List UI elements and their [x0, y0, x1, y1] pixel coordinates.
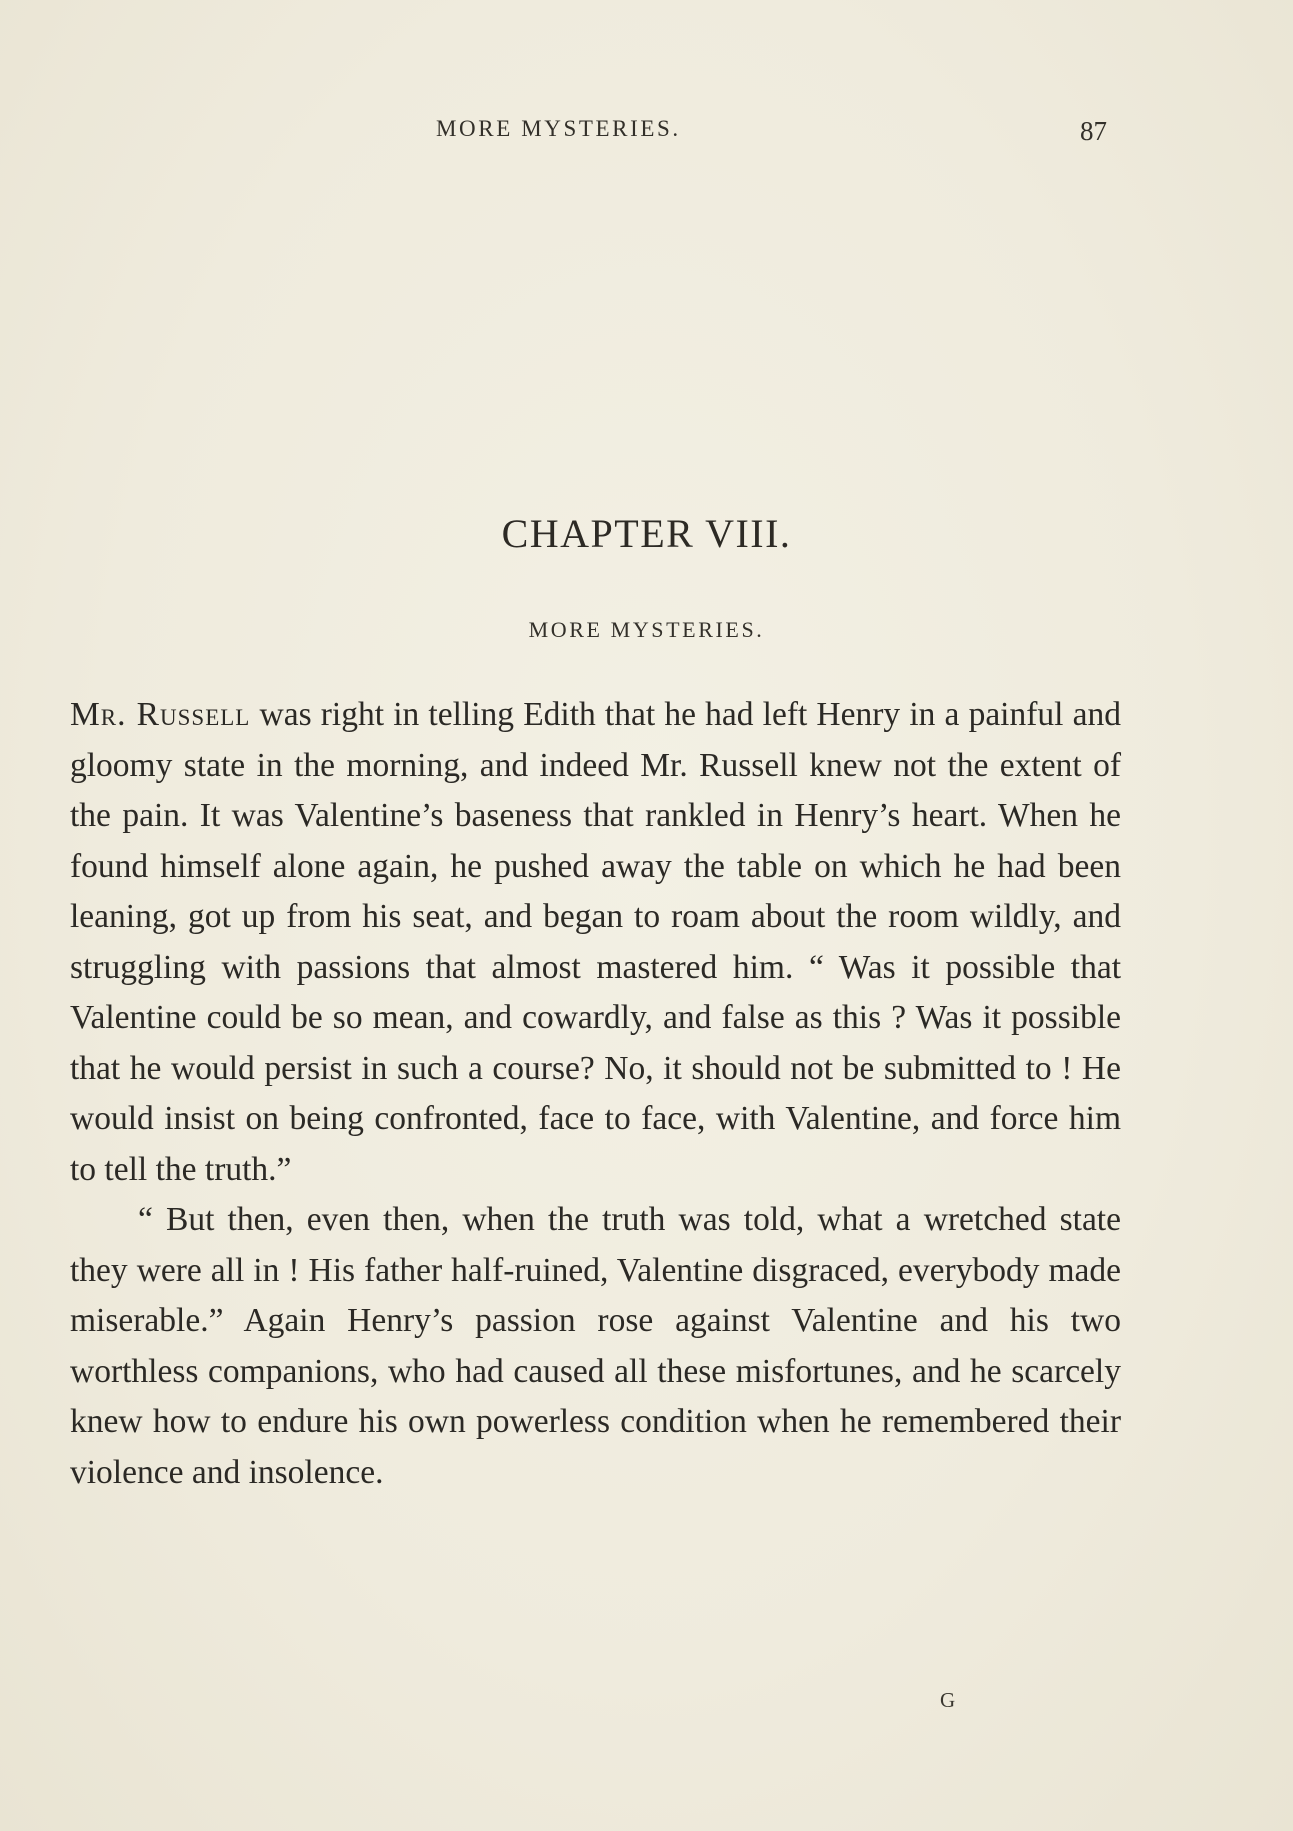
chapter-heading: CHAPTER VIII.: [501, 511, 792, 556]
body-text: [70, 690, 1121, 1498]
chapter-subtitle: MORE MYSTERIES.: [528, 617, 765, 642]
paragraph-1: [70, 690, 1121, 1195]
signature-mark: G: [940, 1688, 956, 1712]
paragraph-1-text: was right in telling Edith that he had left Henry in a painful and gloomy state in the morning, and indeed Mr. Russell knew not the extent of the pain. It was Valentine’s baseness that rankled in Henry’s heart. When he found himself alone again, he pushed away the table on which he had been leaning, got up from his seat, and began to roam about the room wildly, and struggling with passions that almost mastered him. “ Was it possible that Valentine could be so mean, and cowardly, and false as this ? Was it possible that he would persist in such a course? No, it should not be submitted to ! He would insist on being confronted, face to face, with Valentine, and force him to tell the truth.”: [70, 696, 1121, 1188]
running-title: MORE MYSTERIES.: [436, 116, 681, 141]
paragraph-2: “ But then, even then, when the truth was told, what a wretched state they were all in ! His father half-ruined, Valentine disgraced, everybody made miserable.” Again Henry’s passion rose against Valentine and his two worthless companions, who had caused all these misfortunes, and he scarcely knew how to endure his own powerless condition when he remembered their violence and insolence.: [70, 1201, 1121, 1491]
page-number: 87: [1080, 116, 1107, 146]
opening-small-caps: Mr. Russell: [70, 696, 251, 733]
running-head: [0, 116, 1293, 156]
